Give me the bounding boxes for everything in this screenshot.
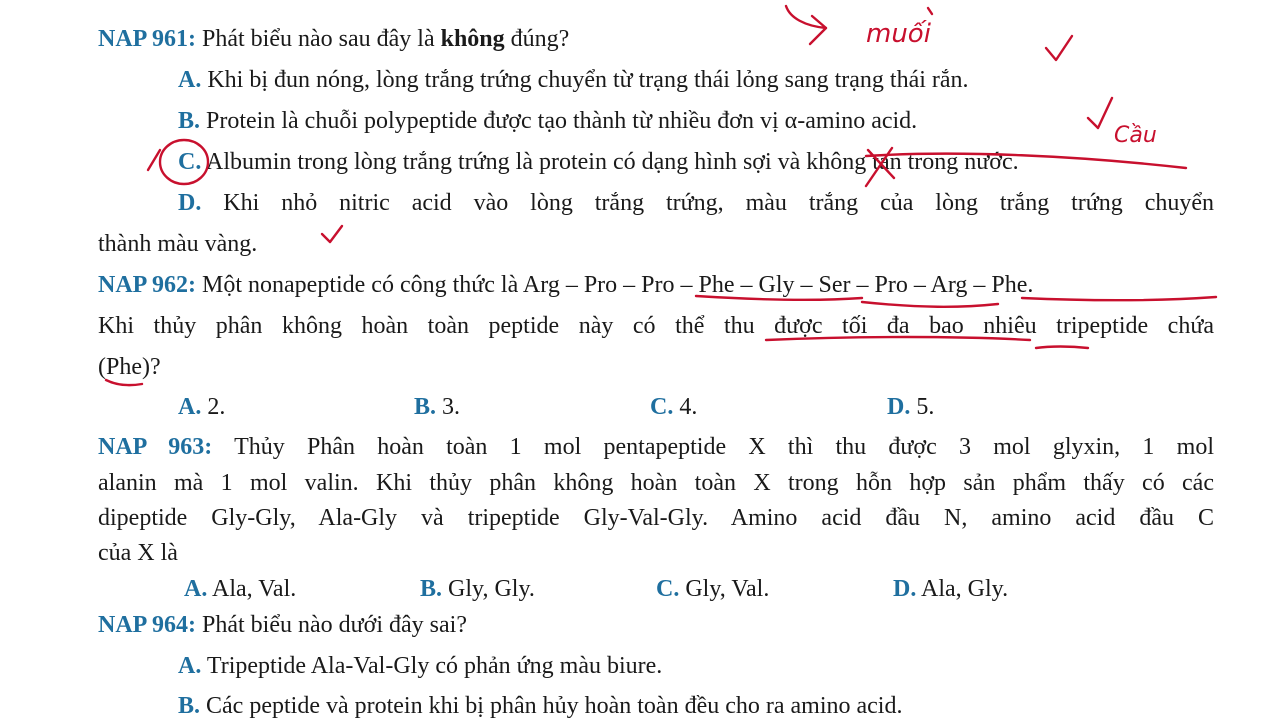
q963-option-b <box>420 574 535 604</box>
option-text: Ala, Val. <box>212 576 297 602</box>
underline-mark <box>1036 347 1088 349</box>
option-text: 2. <box>207 394 226 420</box>
stem-bold: không <box>440 26 505 52</box>
option-text: Khi bị đun nóng, lòng trắng trứng chuyển từ trạng thái lỏng sang trạng thái rắn. <box>207 67 969 93</box>
option-text: Gly, Gly. <box>448 576 535 602</box>
q963-option-c <box>656 574 769 604</box>
question-961-stem <box>98 24 569 54</box>
q964-option-b <box>178 691 902 721</box>
option-letter: B. <box>178 108 201 134</box>
question-label: NAP 963: <box>98 434 213 460</box>
q962-option-c <box>650 392 697 422</box>
option-a <box>178 65 969 95</box>
checkmark-icon <box>1088 98 1112 128</box>
question-963-line4: của X là <box>98 540 178 566</box>
q962-option-b <box>414 392 460 422</box>
checkmark-icon <box>1046 36 1072 60</box>
option-letter: A. <box>178 653 202 679</box>
option-d-continued: thành màu vàng. <box>98 231 258 257</box>
q963-option-d <box>893 574 1008 604</box>
option-letter: B. <box>414 394 437 420</box>
question-963-line2: alanin mà 1 mol valin. Khi thủy phân không hoàn toàn X trong hỗn hợp sản phẩm thấy có các <box>98 470 1214 496</box>
stem-text: Một nonapeptide có công thức là Arg – Pro – Pro – Phe – Gly – Ser – Pro – Arg – Phe. <box>202 272 1034 298</box>
stem-text: Phát biểu nào sau đây là <box>202 26 435 52</box>
option-b <box>178 106 917 136</box>
note-top-mark <box>928 8 932 14</box>
stem-text: Thủy Phân hoàn toàn 1 mol pentapeptide X thì thu được 3 mol glyxin, 1 mol <box>234 434 1214 460</box>
option-letter: B. <box>178 693 201 719</box>
option-letter: A. <box>178 394 202 420</box>
option-text: Gly, Val. <box>685 576 770 602</box>
stem-text: Phát biểu nào dưới đây sai? <box>202 612 467 638</box>
option-text: 5. <box>916 394 935 420</box>
option-letter: B. <box>420 576 443 602</box>
option-text: Ala, Gly. <box>921 576 1009 602</box>
option-letter: C. <box>650 394 674 420</box>
question-962-line2: Khi thủy phân không hoàn toàn peptide này có thể thu được tối đa bao nhiêu tripeptide chứa <box>98 313 1214 339</box>
option-text: Khi nhỏ nitric acid vào lòng trắng trứng, màu trắng của lòng trắng trứng chuyển <box>223 190 1215 216</box>
note-top: muối <box>866 19 931 49</box>
option-text: Protein là chuỗi polypeptide được tạo thành từ nhiều đơn vị α-amino acid. <box>206 108 918 134</box>
question-label: NAP 964: <box>98 612 196 638</box>
question-964-stem <box>98 610 467 640</box>
option-d <box>178 188 1214 218</box>
arrow-icon <box>786 6 826 28</box>
q962-option-d <box>887 392 934 422</box>
option-text: Các peptide và protein khi bị phân hủy hoàn toàn đều cho ra amino acid. <box>206 693 903 719</box>
arrow-head <box>810 16 826 44</box>
option-text: 3. <box>442 394 461 420</box>
option-letter: C. <box>656 576 680 602</box>
underline-mark <box>862 302 998 307</box>
stem-text-end: đúng? <box>510 26 570 52</box>
note-right: Cầu <box>1114 123 1157 148</box>
option-text: 4. <box>679 394 698 420</box>
question-label: NAP 962: <box>98 272 196 298</box>
q964-option-a <box>178 651 662 681</box>
option-letter: D. <box>887 394 911 420</box>
option-text: Albumin trong lòng trắng trứng là protein có dạng hình sợi và không tan trong nước. <box>206 149 1019 175</box>
option-c <box>178 147 1019 177</box>
checkmark-icon <box>322 226 342 242</box>
question-962-line3: (Phe)? <box>98 354 161 380</box>
option-letter: A. <box>178 67 202 93</box>
question-963-line3: dipeptide Gly-Gly, Ala-Gly và tripeptide Gly-Val-Gly. Amino acid đầu N, amino acid đầu C <box>98 505 1214 531</box>
tick-mark <box>148 150 160 170</box>
option-letter: A. <box>184 576 208 602</box>
option-letter: C. <box>178 149 202 175</box>
option-letter: D. <box>178 190 202 216</box>
question-963-stem <box>98 432 1214 462</box>
underline-mark <box>1022 297 1216 300</box>
q962-option-a <box>178 392 225 422</box>
option-text: Tripeptide Ala-Val-Gly có phản ứng màu biure. <box>206 653 663 679</box>
option-letter: D. <box>893 576 917 602</box>
question-962-stem <box>98 270 1033 300</box>
question-label: NAP 961: <box>98 26 196 52</box>
q963-option-a <box>184 574 296 604</box>
